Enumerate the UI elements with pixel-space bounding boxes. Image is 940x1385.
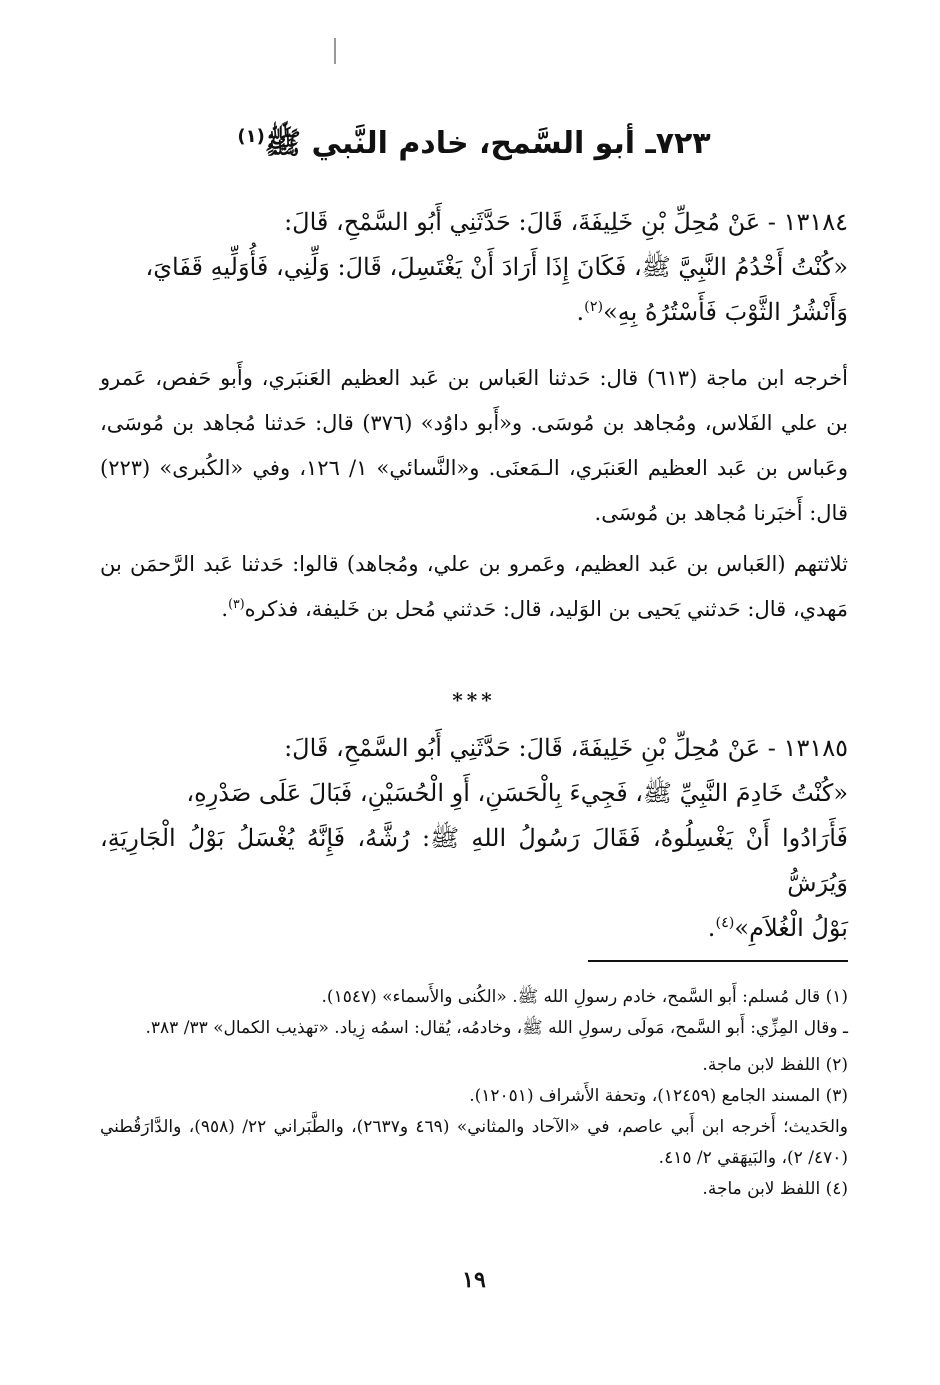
footnote-3-continued: والحَديث؛ أَخرجه ابن أَبي عاصم، في «الآحاد والمثاني» (٤٦٩ و٢٦٣٧)، والطَّبَراني ٢٢/ (٩٥٨)، والدَّارَقُطني (٤٧٠/ ٢)، والبَيهَقي ٢/ ٤١٥. — [100, 1117, 848, 1168]
chapter-title-text: ٧٢٣ـ أبو السَّمح، خادم النَّبي ﷺ — [264, 126, 711, 161]
footnote-ref: (٢) — [584, 299, 604, 315]
section-separator: *** — [452, 688, 496, 712]
hadith-line: ١٣١٨٤ - عَنْ مُحِلِّ بْنِ خَلِيفَةَ، قَالَ: حَدَّثَنِي أَبُو السَّمْحِ، قَالَ: — [284, 208, 848, 236]
page — [100, 0, 848, 1385]
takhrij-13184 — [100, 356, 848, 632]
takhrij-paragraph: أخرجه ابن ماجة (٦١٣) قال: حَدثنا العَباس بن عَبد العظيم العَنبَري، وأَبو حَفص، عَمرو بن علي الفَلاس، ومُجاهد بن مُوسَى. و«أَبو داوُد» (٣٧٦) قال: حَدثنا مُجاهد بن مُوسَى، وعَباس بن عَبد العظيم العَنبَري، الـمَعنَى. و«النَّسائي» ١/ ١٢٦، وفي «الكُبرى» (٢٢٣) قال: أَخبَرنا مُجاهد بن مُوسَى. — [100, 366, 848, 525]
footnotes — [100, 982, 848, 1205]
hadith-13184 — [100, 200, 848, 335]
footnote-3: (٣) المسند الجامع (١٢٤٥٩)، وتحفة الأَشراف (١٢٠٥١). — [469, 1086, 848, 1106]
hadith-line: وَأَنْشُرُ الثَّوْبَ فَأَسْتُرُهُ بِهِ»$^{(٢)}$. — [576, 298, 848, 326]
hadith-line: «كُنْتُ أَخْدُمُ النَّبِيَّ ﷺ، فَكَانَ إِذَا أَرَادَ أَنْ يَغْتَسِلَ، قَالَ: وَلِّنِي، فَأُوَلِّيهِ قَفَايَ، — [145, 253, 848, 281]
hadith-line: ١٣١٨٥ - عَنْ مُحِلِّ بْنِ خَلِيفَةَ، قَالَ: حَدَّثَنِي أَبُو السَّمْحِ، قَالَ: — [284, 734, 848, 762]
footnote-2: (٢) اللفظ لابن ماجة. — [702, 1055, 848, 1075]
hadith-line: بَوْلُ الْغُلاَمِ»$^{(٤)}$. — [707, 914, 848, 942]
footnote-rule — [588, 960, 848, 962]
footnote-1-continued: ـ وقال المِزِّي: أَبو السَّمح، مَولَى رسولِ الله ﷺ، وخادمُه، يُقال: اسمُه زِياد. «تهذيب الكمال» ٣٣/ ٣٨٣. — [145, 1018, 848, 1038]
footnote-4: (٤) اللفظ لابن ماجة. — [702, 1179, 848, 1199]
takhrij-paragraph: ثلاثتهم (العَباس بن عَبد العظيم، وعَمرو بن علي، ومُجاهد) قالوا: حَدثنا عَبد الرَّحمَن بن مَهدي، قال: حَدثني يَحيى بن الوَليد، قال: حَدثني مُحل بن خَليفة، فذكره$^{(٣)}$. — [100, 552, 848, 621]
chapter-footnote-ref: (١) — [237, 126, 265, 147]
hadith-13185 — [100, 726, 848, 951]
hadith-line: «كُنْتُ خَادِمَ النَّبِيِّ ﷺ، فَجِيءَ بِالْحَسَنِ، أَوِ الْحُسَيْنِ، فَبَالَ عَلَى صَدْرِهِ، — [186, 779, 848, 807]
page-number: ١٩ — [462, 1267, 486, 1293]
footnote-1: (١) قال مُسلم: أَبو السَّمح، خادم رسولِ الله ﷺ. «الكُنى والأَسماء» (١٥٤٧). — [321, 987, 848, 1007]
footnote-ref: (٤) — [715, 915, 735, 931]
footnote-ref: (٣) — [228, 596, 245, 611]
chapter-title — [100, 122, 848, 166]
hadith-line: فَأَرَادُوا أَنْ يَغْسِلُوهُ، فَقَالَ رَسُولُ اللهِ ﷺ: رُشَّهُ، فَإِنَّهُ يُغْسَلُ بَوْلُ الْجَارِيَةِ، وَيُرَشُّ — [100, 824, 848, 897]
